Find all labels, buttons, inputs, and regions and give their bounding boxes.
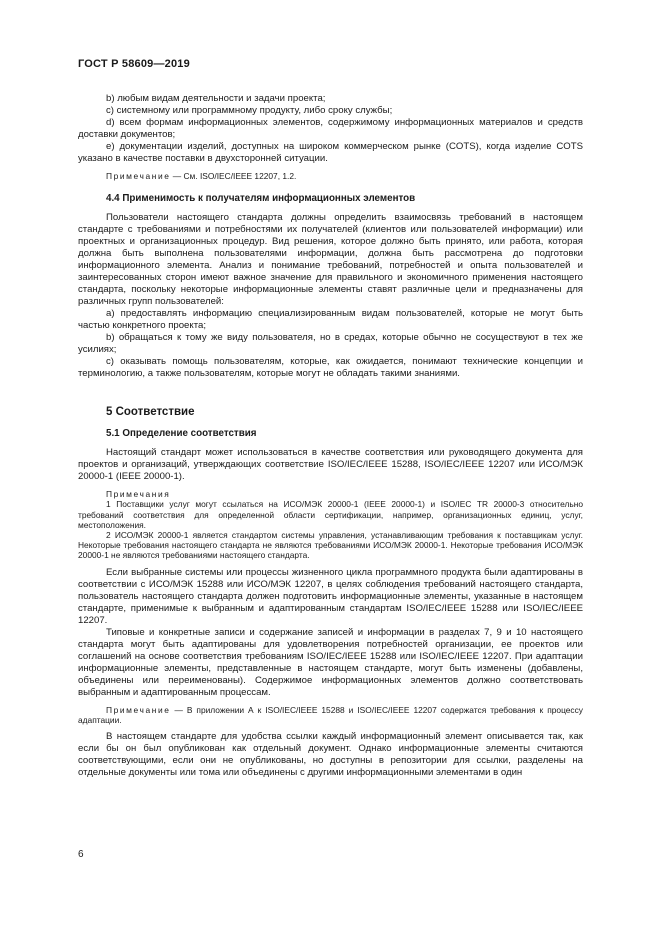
list-item-b: b) обращаться к тому же виду пользователя, но в средах, которые обычно не сосуществуют в тех же усилиях;: [78, 332, 583, 356]
list-item-c: c) системному или программному продукту, либо сроку службы;: [106, 105, 393, 116]
document-header: ГОСТ Р 58609—2019: [78, 58, 190, 70]
section-5-1-title: 5.1 Определение соответствия: [106, 428, 257, 440]
list-item-a: a) предоставлять информацию специализированным видам пользователей, которые не могут быть частью конкретного проекта;: [78, 308, 583, 332]
notes-label: Примечания: [106, 489, 171, 500]
list-item-e: e) документации изделий, доступных на широком коммерческом рынке (COTS), когда изделие COTS указано в качестве поставки в двухсторонней ситуации.: [78, 141, 583, 164]
list-item-c: c) оказывать помощь пользователям, которые, как ожидается, понимают технические концепции и терминологию, а также пользователям, которые могут не обладать такими знаниями.: [78, 356, 583, 380]
note-adaptation: [78, 705, 583, 725]
section-5-1-paragraph-3: Типовые и конкретные записи и содержание записей и информации в разделах 7, 9 и 10 настоящего стандарта могут быть адаптированы для удовлетворения потребностей организации, ее проектов или соглашений на основе соответствия требованиям ISO/IEC/IEEE 15288 или ISO/IEC/IEEE 12207. При адаптации информационные элементы, представленные в настоящем стандарте, могут быть изменены (добавлены, объединены или переименованы). Содержимое информационных элементов должно соответствовать выбранным и адаптированным процессам.: [78, 626, 583, 698]
note-item-1: 1 Поставщики услуг могут ссылаться на ИСО/МЭК 20000-1 (IEEE 20000-1) и ISO/IEC TR 20000-3 относительно требований соответствия для определенной области сертификации, например, организационных единиц, услуг, местоположения.: [78, 499, 583, 530]
note-text: — В приложении А к ISO/IEC/IEEE 15288 и ISO/IEC/IEEE 12207 содержатся требования к процессу адаптации.: [78, 704, 583, 725]
note-text: — См. ISO/IEC/IEEE 12207, 1.2.: [170, 171, 297, 181]
section-4-4-title: 4.4 Применимость к получателям информационных элементов: [106, 193, 416, 205]
section-5-1-paragraph-2: Если выбранные системы или процессы жизненного цикла программного продукта были адаптированы в соответствии с ИСО/МЭК 15288 или ИСО/МЭК 12207, в целях соблюдения требований настоящего стандарта, пользователь настоящего стандарта должен подготовить информационные элементы, указанные в настоящем стандарте, применимые к выбранным и адаптированным стандартам ISO/IEC/IEEE 15288 или ISO/IEC/IEEE 12207.: [78, 566, 583, 626]
list-item-b: b) любым видам деятельности и задачи проекта;: [106, 93, 326, 104]
note-item-2: 2 ИСО/МЭК 20000-1 является стандартом системы управления, устанавливающим требования к поставщикам услуг. Некоторые требования настоящего стандарта не являются требованиями ИСО/МЭК 20000-1. Некоторые требования ИСО/МЭК 20000-1 не являются требованиями настоящего стандарта.: [78, 530, 583, 561]
page-number: 6: [78, 849, 84, 860]
section-5-1-paragraph-1: Настоящий стандарт может использоваться в качестве соответствия или руководящего документа для проектов и организаций, утверждающих соответствие ISO/IEC/IEEE 15288, ISO/IEC/IEEE 12207 или ИСО/МЭК 20000-1 (IEEE 20000-1).: [78, 447, 583, 483]
note-see-iso: [78, 171, 583, 181]
section-5-title: 5 Соответствие: [106, 406, 195, 419]
note-label: Примечание: [106, 171, 171, 181]
section-5-1-paragraph-4: В настоящем стандарте для удобства ссылки каждый информационный элемент описывается так, как если бы он был опубликован как отдельный документ. Однако информационные элементы считаются соответствующими, если они не опубликованы, но доступны в репозитории для ссылки, разделены на отдельные документы или тома или объединены с другими информационными элементами в один: [78, 731, 583, 779]
page-body: [78, 93, 583, 779]
note-label: Примечание: [106, 704, 171, 715]
list-item-d: d) всем формам информационных элементов, содержимому информационных материалов и средств доставки документов;: [78, 117, 583, 140]
section-4-4-paragraph: Пользователи настоящего стандарта должны определить взаимосвязь требований в настоящем стандарте с требованиями и потребностями их получателей (клиентов или пользователей информации) или проектных и организационных процедур. Вид решения, которое должно быть принято, или работа, которая должна быть выполнена пользователями информации, должна быть рассмотрена до подготовки информационного элемента. Анализ и понимание требований, потребностей и опыта пользователей и заинтересованных сторон имеют важное значение для правильного и экономичного применения настоящего стандарта, поскольку некоторые информационные элементы ставят различные цели и предназначены для различных групп пользователей:: [78, 212, 583, 308]
